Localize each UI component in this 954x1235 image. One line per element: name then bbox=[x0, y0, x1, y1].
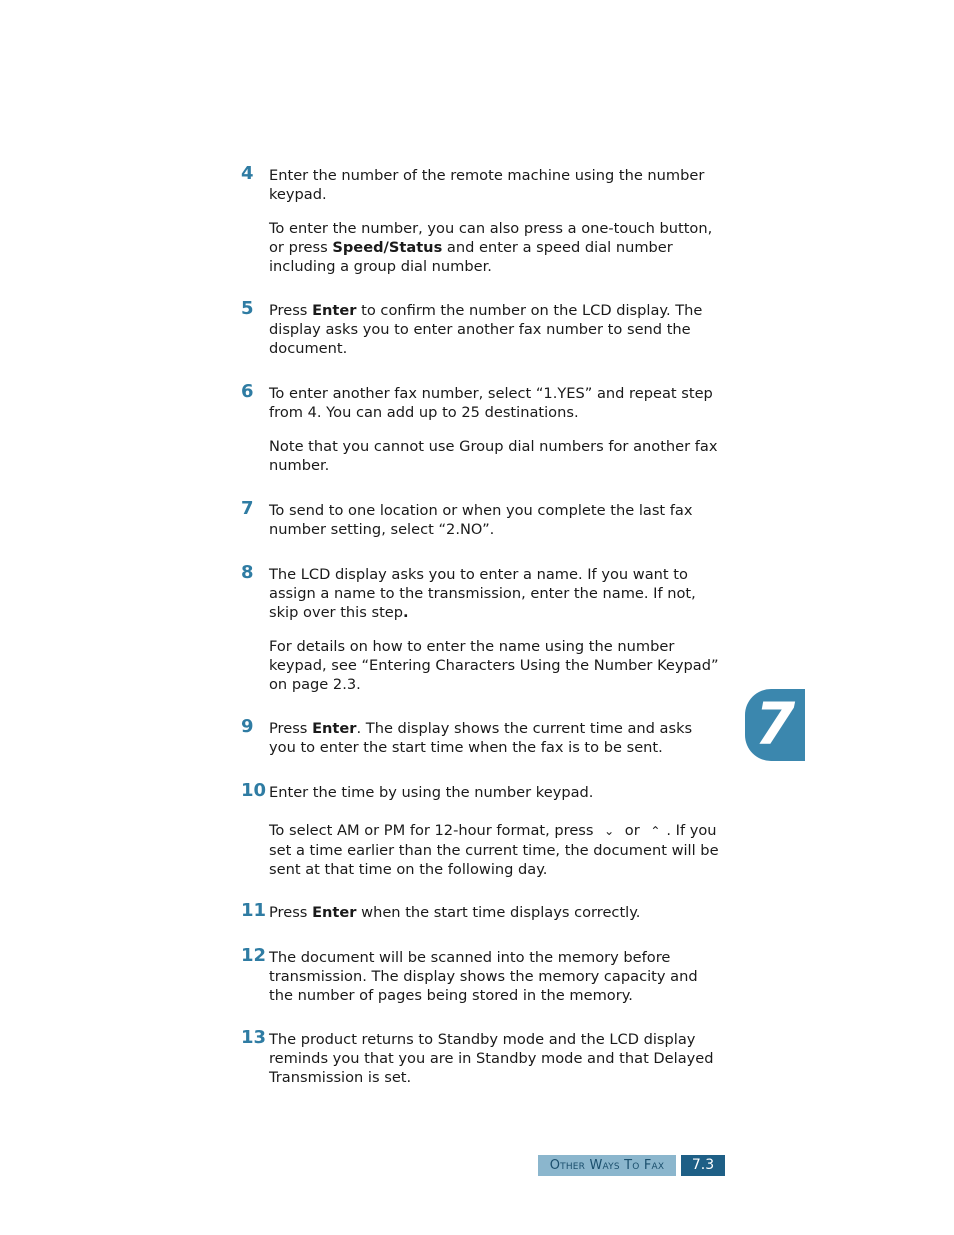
step-number: 10 bbox=[241, 780, 267, 801]
bold-key-name: Enter bbox=[312, 720, 357, 737]
step-4 bbox=[241, 163, 721, 276]
text-run: . The display shows the current time and asks you to enter the start time when the fax is to be sent. bbox=[269, 720, 693, 756]
step-paragraph: To send to one location or when you complete the last fax number setting, select “2.NO”. bbox=[269, 502, 693, 538]
step-paragraph: To enter another fax number, select “1.YES” and repeat step from 4. You can add up to 25 destinations. bbox=[269, 385, 713, 421]
step-5 bbox=[241, 298, 721, 358]
step-paragraph: Enter the number of the remote machine using the number keypad. bbox=[269, 167, 705, 203]
step-11 bbox=[241, 900, 721, 922]
step-8 bbox=[241, 562, 721, 694]
footer-section-title: Other Ways To Fax bbox=[538, 1155, 676, 1176]
step-paragraph bbox=[269, 301, 721, 358]
step-paragraph bbox=[269, 821, 721, 879]
step-number: 12 bbox=[241, 945, 267, 966]
step-13 bbox=[241, 1027, 721, 1087]
chapter-number: 7 bbox=[754, 690, 796, 758]
text-run: and enter a speed dial number including a group dial number. bbox=[269, 239, 673, 275]
step-number: 13 bbox=[241, 1027, 267, 1048]
bold-key-name: Speed/Status bbox=[332, 239, 443, 256]
step-paragraph: The product returns to Standby mode and the LCD display reminds you that you are in Standby mode and that Delayed Transmission is set. bbox=[269, 1031, 714, 1086]
step-number: 8 bbox=[241, 562, 254, 583]
step-10 bbox=[241, 780, 721, 879]
step-number: 4 bbox=[241, 163, 254, 184]
bold-period: . bbox=[403, 604, 409, 621]
step-paragraph bbox=[269, 219, 721, 276]
step-number: 9 bbox=[241, 716, 254, 737]
text-run: Press bbox=[269, 302, 313, 319]
text-run: or bbox=[620, 822, 645, 839]
step-paragraph: Note that you cannot use Group dial numbers for another fax number. bbox=[269, 438, 718, 474]
step-number: 11 bbox=[241, 900, 267, 921]
step-number: 5 bbox=[241, 298, 254, 319]
text-run: . If you set a time earlier than the current time, the document will be sent at that time on the following day. bbox=[269, 822, 719, 878]
bold-key-name: Enter bbox=[312, 302, 357, 319]
step-paragraph: For details on how to enter the name using the number keypad, see “Entering Characters Using the Number Keypad” on page 2.3. bbox=[269, 638, 719, 693]
step-paragraph bbox=[269, 565, 721, 622]
footer-page-number: 7.3 bbox=[681, 1155, 725, 1176]
bold-key-name: Enter bbox=[312, 904, 357, 921]
chevron-down-icon: ⌄ bbox=[604, 824, 615, 838]
step-number: 6 bbox=[241, 381, 254, 402]
step-paragraph: Enter the time by using the number keypad. bbox=[269, 784, 594, 801]
text-run: Press bbox=[269, 720, 313, 737]
step-6 bbox=[241, 381, 721, 475]
step-12 bbox=[241, 945, 721, 1005]
text-run: when the start time displays correctly. bbox=[356, 904, 641, 921]
text-run: To select AM or PM for 12-hour format, press bbox=[269, 822, 599, 839]
step-9 bbox=[241, 716, 721, 757]
step-number: 7 bbox=[241, 498, 254, 519]
text-run: to confirm the number on the LCD display. The display asks you to enter another fax number to send the document. bbox=[269, 302, 703, 357]
text-run: To enter the number, you can also press a one-touch button, or press bbox=[269, 220, 713, 256]
text-run: The LCD display asks you to enter a name. If you want to assign a name to the transmission, enter the name. If not, skip over this step bbox=[269, 566, 696, 621]
text-run: Press bbox=[269, 904, 313, 921]
step-paragraph: The document will be scanned into the memory before transmission. The display shows the memory capacity and the number of pages being stored in the memory. bbox=[269, 949, 698, 1004]
step-7 bbox=[241, 498, 721, 539]
chevron-up-icon: ⌃ bbox=[650, 824, 661, 838]
step-paragraph bbox=[269, 903, 721, 922]
step-paragraph bbox=[269, 719, 721, 757]
chapter-tab bbox=[745, 689, 805, 761]
